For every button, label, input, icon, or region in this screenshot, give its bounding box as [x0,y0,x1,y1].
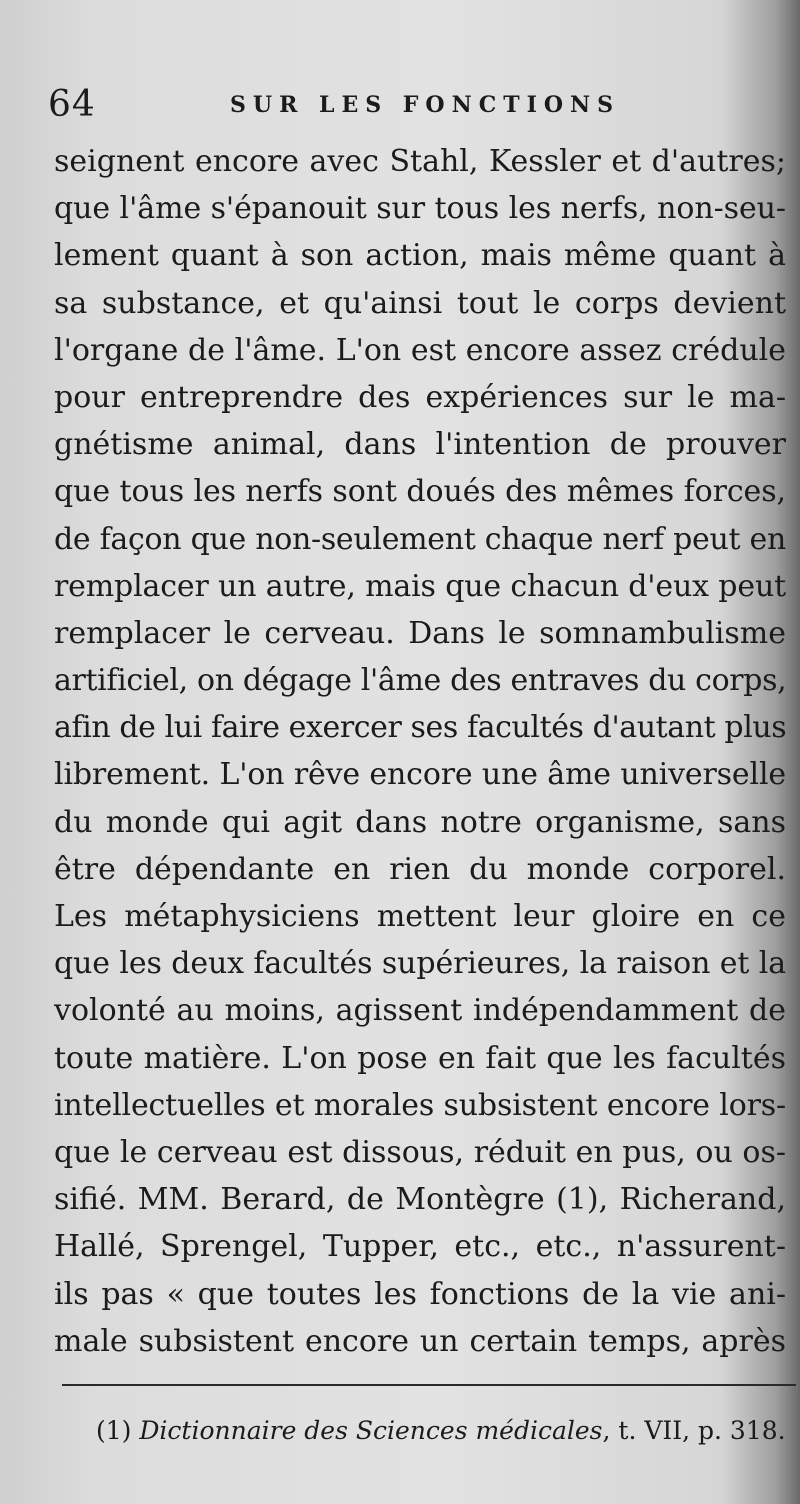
text-line: de façon que non-seulement chaque nerf peut en [54,521,786,557]
footnote-marker: (1) [96,1416,132,1445]
text-line: sa substance, et qu'ainsi tout le corps devient [54,285,786,321]
text-line: pour entreprendre des expériences sur le ma- [54,379,786,415]
page-header [40,84,780,134]
text-line: volonté au moins, agissent indépendamment de [54,993,786,1029]
text-line: être dépendante en rien du monde corporel. [54,851,786,887]
text-line: du monde qui agit dans notre organisme, sans [54,804,786,840]
text-line: lement quant à son action, mais même quant à [54,238,786,274]
page-number: 64 [48,84,96,125]
text-line: afin de lui faire exercer ses facultés d'autant plus [54,710,786,746]
text-line: gnétisme animal, dans l'intention de prouver [54,427,786,463]
body-text [54,138,786,1365]
text-line: remplacer un autre, mais que chacun d'eux peut [54,568,786,604]
text-line: seignent encore avec Stahl, Kessler et d'autres; [54,144,786,179]
text-line: Hallé, Sprengel, Tupper, etc., etc., n'assurent- [54,1229,786,1265]
text-line: que l'âme s'épanouit sur tous les nerfs, non-seu- [54,191,786,227]
text-line: librement. L'on rêve encore une âme universelle [54,757,786,793]
text-line: male subsistent encore un certain temps, après [54,1323,786,1359]
running-head: SUR LES FONCTIONS [230,92,621,118]
footnote-title: Dictionnaire des Sciences médicales [139,1416,603,1445]
text-line: intellectuelles et morales subsistent encore lors- [54,1087,786,1123]
footnote [96,1416,796,1445]
text-line: toute matière. L'on pose en fait que les facultés [54,1040,786,1076]
text-line: Les métaphysiciens mettent leur gloire en ce [54,899,786,934]
text-line: que les deux facultés supérieures, la raison et la [54,946,786,982]
footnote-reference: , t. VII, p. 318. [602,1416,786,1445]
text-line: que le cerveau est dissous, réduit en pus, ou os- [54,1134,786,1170]
text-line: artificiel, on dégage l'âme des entraves du corps, [54,663,786,699]
text-line: que tous les nerfs sont doués des mêmes forces, [54,474,786,510]
footnote-divider [62,1384,796,1386]
text-line: ils pas « que toutes les fonctions de la vie ani- [54,1276,786,1312]
text-line: remplacer le cerveau. Dans le somnambulisme [54,615,786,651]
text-line: l'organe de l'âme. L'on est encore assez crédule [54,332,786,368]
text-line: sifié. MM. Berard, de Montègre (1), Richerand, [54,1182,786,1218]
